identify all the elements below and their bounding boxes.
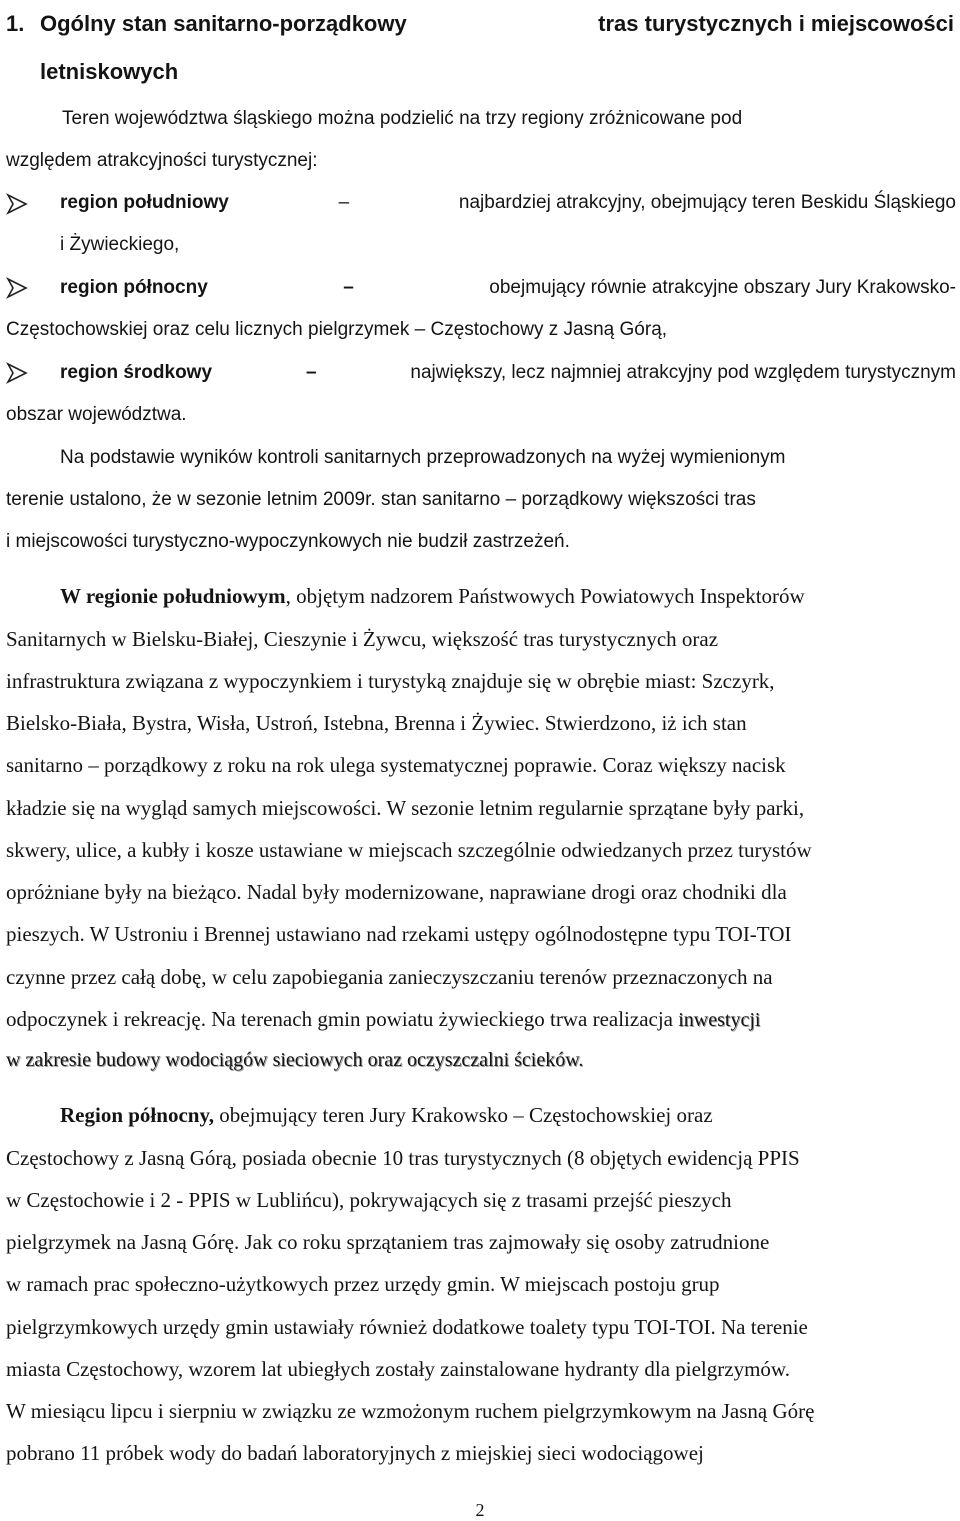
south-line-3: infrastruktura związana z wypoczynkiem i turystyką znajduje się w obrębie miast: Szczyrk, xyxy=(6,669,775,693)
north-line-5: w ramach prac społeczno-użytkowych przez urzędy gmin. W miejscach postoju grup xyxy=(6,1272,720,1296)
south-line-4: Bielsko-Biała, Bystra, Wisła, Ustroń, Istebna, Brenna i Żywiec. Stwierdzono, iż ich stan xyxy=(6,711,747,735)
south-line-10: czynne przez całą dobę, w celu zapobiegania zanieczyszczaniu terenów przeznaczonych na xyxy=(6,965,773,989)
summary-line-3: i miejscowości turystyczno-wypoczynkowych nie budził zastrzeżeń. xyxy=(6,531,570,552)
bullet-2-line-1: region północny – obejmujący równie atrakcyjne obszary Jury Krakowsko- xyxy=(60,277,956,298)
south-line-8: opróżniane były na bieżąco. Nadal były modernizowane, naprawiane drogi oraz chodniki dla xyxy=(6,880,787,904)
arrowhead-bullet-icon xyxy=(6,362,28,384)
intro-line-1: Teren województwa śląskiego można podzielić na trzy regiony zróżnicowane pod xyxy=(62,108,743,129)
section-heading xyxy=(6,0,956,96)
bullet-2-bold: region północny xyxy=(60,277,208,298)
south-line-11: odpoczynek i rekreację. Na terenach gmin powiatu żywieckiego trwa realizacja inwestycji xyxy=(6,1007,761,1031)
south-line-1: W regionie południowym, objętym nadzorem Państwowych Powiatowych Inspektorów xyxy=(60,584,805,608)
north-line-2: Częstochowy z Jasną Górą, posiada obecnie 10 tras turystycznych (8 objętych ewidencją PPIS xyxy=(6,1146,800,1170)
south-line-9: pieszych. W Ustroniu i Brennej ustawiano nad rzekami ustępy ogólnodostępne typu TOI-TOI xyxy=(6,922,792,946)
page-number: 2 xyxy=(475,1500,485,1520)
bullet-3-text: największy, lecz najmniej atrakcyjny pod względem turystycznym xyxy=(410,362,956,383)
bullet-3-line-2: obszar województwa. xyxy=(6,404,187,425)
south-line-2: Sanitarnych w Bielsku-Białej, Cieszynie i Żywcu, większość tras turystycznych oraz xyxy=(6,627,719,651)
north-line-4: pielgrzymek na Jasną Górę. Jak co roku sprzątaniem tras zajmowały się osoby zatrudnione xyxy=(6,1230,770,1254)
bullet-3-line-1: region środkowy – największy, lecz najmniej atrakcyjny pod względem turystycznym xyxy=(60,362,956,383)
bullet-1-line-1: region południowy – najbardziej atrakcyjny, obejmujący teren Beskidu Śląskiego xyxy=(60,192,956,213)
intro-line-2: względem atrakcyjności turystycznej: xyxy=(6,150,318,171)
north-bold: Region północny, xyxy=(60,1103,215,1127)
south-shadow-word: inwestycji xyxy=(678,1009,761,1031)
south-line-12: w zakresie budowy wodociągów sieciowych oraz oczyszczalni ścieków. xyxy=(6,1049,584,1071)
north-line-9: pobrano 11 próbek wody do badań laboratoryjnych z miejskiej sieci wodociągowej xyxy=(6,1441,704,1465)
heading-line-2: letniskowych xyxy=(40,59,179,84)
north-line-6: pielgrzymkowych urzędy gmin ustawiały również dodatkowe toalety typu TOI-TOI. Na terenie xyxy=(6,1315,808,1339)
bullet-2-text: obejmujący równie atrakcyjne obszary Jury Krakowsko- xyxy=(489,277,956,298)
south-line-6: kładzie się na wygląd samych miejscowości. W sezonie letnim regularnie sprzątane były parki, xyxy=(6,796,805,820)
north-line-8: W miesiącu lipcu i sierpniu w związku ze wzmożonym ruchem pielgrzymkowym na Jasną Górę xyxy=(6,1399,815,1423)
south-line-5: sanitarno – porządkowy z roku na rok ulega systematycznej poprawie. Coraz większy nacisk xyxy=(6,753,786,777)
north-line-7: miasta Częstochowy, wzorem lat ubiegłych zostały zainstalowane hydranty dla pielgrzymów. xyxy=(6,1357,790,1381)
summary-line-2: terenie ustalono, że w sezonie letnim 2009r. stan sanitarno – porządkowy większości tras xyxy=(6,489,756,510)
summary-line-1: Na podstawie wyników kontroli sanitarnych przeprowadzonych na wyżej wymienionym xyxy=(60,447,786,468)
arrowhead-bullet-icon xyxy=(6,193,28,215)
heading-part-1: Ogólny stan sanitarno-porządkowy xyxy=(40,11,407,36)
bullet-1-bold: region południowy xyxy=(60,192,229,213)
north-line-1: Region północny, obejmujący teren Jury Krakowsko – Częstochowskiej oraz xyxy=(60,1103,713,1127)
bullet-1-line-2: i Żywieckiego, xyxy=(60,234,180,255)
arrowhead-bullet-icon xyxy=(6,277,28,299)
heading-part-2: tras turystycznych i miejscowości xyxy=(598,11,954,36)
bullet-3-bold: region środkowy xyxy=(60,362,213,383)
heading-number: 1. xyxy=(6,11,25,36)
north-line-3: w Częstochowie i 2 - PPIS w Lublińcu), pokrywających się z trasami przejść pieszych xyxy=(6,1188,732,1212)
south-bold: W regionie południowym xyxy=(60,584,286,608)
bullet-1-text: najbardziej atrakcyjny, obejmujący teren Beskidu Śląskiego xyxy=(458,192,956,213)
bullet-2-line-2: Częstochowskiej oraz celu licznych pielgrzymek – Częstochowy z Jasną Górą, xyxy=(6,319,668,340)
south-line-7: skwery, ulice, a kubły i kosze ustawiane w miejscach szczególnie odwiedzanych przez turystów xyxy=(6,838,812,862)
